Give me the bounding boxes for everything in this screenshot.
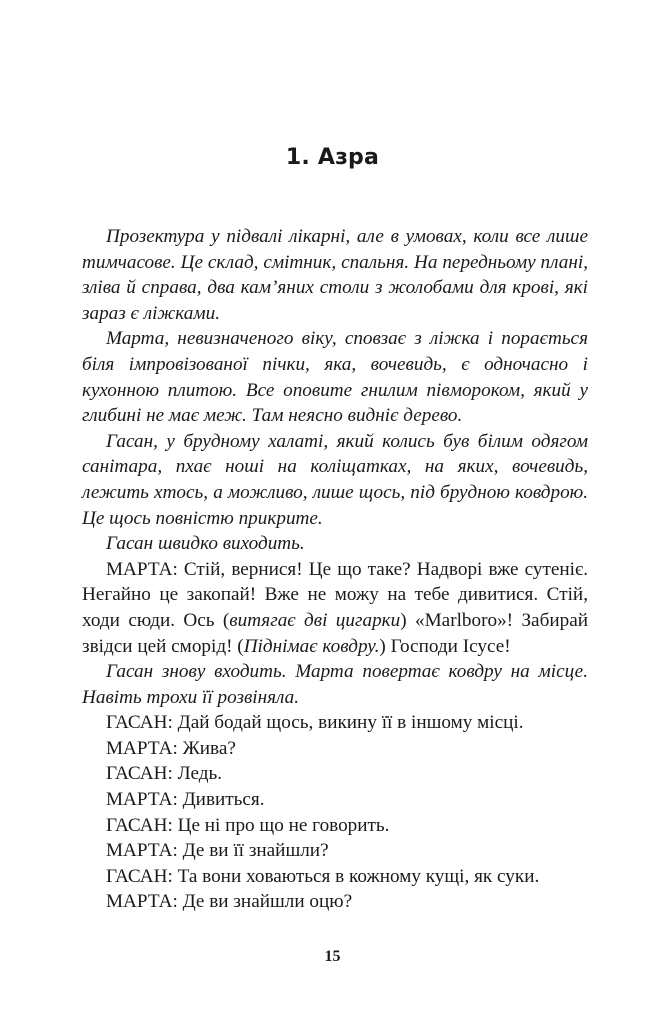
speaker-name: ГАСАН [106, 814, 168, 836]
dialogue-text: Ледь. [177, 763, 223, 785]
inline-stage-direction: витягає дві цигарки [229, 609, 401, 631]
speaker-name: МАРТА [106, 891, 173, 913]
page-number: 15 [324, 948, 341, 965]
stage-direction: Марта, невизначеного віку, сповзає з ліжка і порається біля імпровізованої пічки, яка, вочевидь, є одночасно і кухонною плитою. Все оповите гнилим півмороком, який у глибині не має меж. Там неясно виднiє дерево. [82, 328, 588, 427]
dialogue-text: Та вони ховаються в кожному кущі, як суки. [177, 865, 540, 887]
dialogue-line: ГАСАН: Та вони ховаються в кожному кущі, як суки. [106, 865, 540, 887]
speaker-name: ГАСАН [106, 763, 168, 785]
chapter-title: 1. Азра [285, 145, 380, 170]
dialogue-text: Дивиться. [182, 789, 265, 811]
dialogue-text: Дай бодай щось, викину її в іншому місці. [177, 712, 524, 734]
dialogue-line: ГАСАН: Це ні про що не говорить. [106, 814, 390, 836]
speaker-name: МАРТА [106, 737, 173, 759]
speaker-name: ГАСАН [106, 865, 168, 887]
stage-direction: Прозектура у підвалі лікарні, але в умовах, коли все лише тимчасове. Це склад, смітник, спальня. На передньому плані, зліва й справа, два кам’яних столи з жолобами для крові, які зараз є ліжками. [82, 226, 588, 324]
dialogue-line: ГАСАН: Дай бодай щось, викину її в іншому місці. [106, 712, 524, 734]
dialogue-line: МАРТА: Де ви знайшли оцю? [106, 891, 353, 913]
dialogue-text: ) Господи Ісусе! [379, 635, 511, 657]
dialogue-text: Жива? [182, 737, 236, 759]
dialogue-line: МАРТА: Стій, вернися! Це що таке? Надворі вже сутеніє. Негайно це закопай! Вже не можу на тебе дивитися. Стій, ходи сюди. Ось (витягає дві цигарки) «Marlboro»! Забирай звідси цей сморід! (Піднімає ковдру.) Господи Ісусе! [82, 558, 588, 657]
dialogue-line: МАРТА: Дивиться. [106, 789, 265, 811]
dialogue-text: Де ви знайшли оцю? [182, 891, 353, 913]
speaker-name: МАРТА [106, 789, 173, 811]
dialogue-line: МАРТА: Де ви її знайшли? [106, 840, 329, 862]
speaker-name: МАРТА [106, 840, 173, 862]
speaker-name: ГАСАН [106, 712, 168, 734]
speaker-name: МАРТА [106, 558, 173, 580]
dialogue-text: Стій, вернися! Це що таке? Надворі вже сутеніє. Негайно це закопай! Вже не можу на тебе дивитися. Стій, ходи сюди. Ось ( [82, 558, 588, 631]
stage-direction: Гасан, у брудному халаті, який колись був білим одягом санітара, пхає ноші на коліщатках, на яких, вочевидь, лежить хтось, а можливо, лише щось, під брудною ковдрою. Це щось повністю прикрите. [82, 430, 588, 529]
dialogue-text: ) «Marlboro»! Забирай звідси цей сморід! ( [82, 609, 588, 657]
dialogue-text: Де ви її знайшли? [182, 840, 329, 862]
stage-direction: Гасан швидко виходить. [106, 533, 305, 555]
dialogue-line: МАРТА: Жива? [106, 737, 236, 759]
dialogue-text: Це ні про що не говорить. [177, 814, 390, 836]
inline-stage-direction: Піднімає ковдру. [243, 635, 380, 657]
play-text [82, 224, 588, 915]
dialogue-line: ГАСАН: Ледь. [106, 763, 223, 785]
stage-direction: Гасан знову входить. Марта повертає ковдру на місце. Навіть трохи її розвіняла. [82, 661, 588, 708]
